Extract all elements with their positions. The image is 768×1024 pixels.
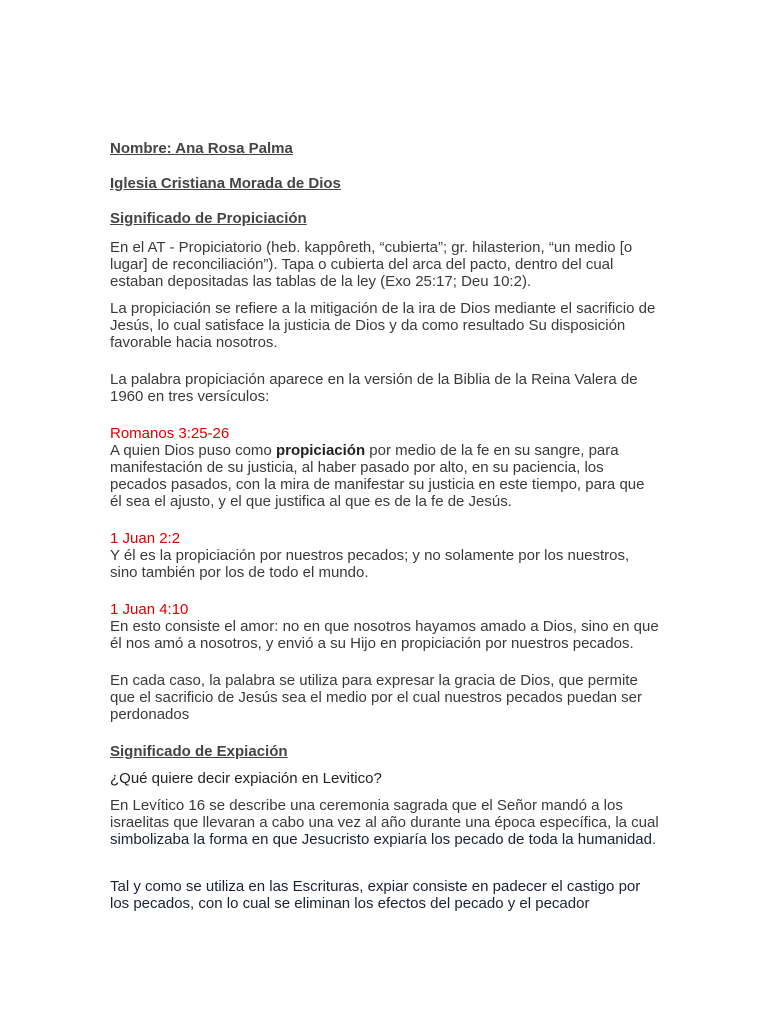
verse-text-post: por medio de la fe en su sangre, para manifestación de su justicia, al haber pasado por alto, en su paciencia, los pecados pasados, con la mira de manifestar su justicia en este tiempo, para que él sea el ajusto, y el que justifica al que es de la fe de Jesús. [110, 442, 645, 510]
levitico-text-pre: En Levítico 16 se describe una ceremonia sagrada que el Señor mandó a los israelitas que llevaran a cabo una vez al año durante una época específica, la cual [110, 797, 659, 831]
verse-text: En esto consiste el amor: no en que nosotros hayamos amado a Dios, sino en que él nos amó a nosotros, y envió a su Hijo en propiciación por nuestros pecados. [110, 618, 659, 652]
verse-text-pre: A quien Dios puso como [110, 442, 276, 459]
paragraph-versions: La palabra propiciación aparece en la versión de la Biblia de la Reina Valera de 1960 en tres versículos: [110, 371, 638, 405]
name-line: Nombre: Ana Rosa Palma [110, 140, 293, 157]
verse-reference: 1 Juan 4:10 [110, 601, 189, 618]
levitico-text-post: . [652, 831, 657, 848]
paragraph-at: En el AT - Propiciatorio (heb. kappôreth, “cubierta”; gr. hilasterion, “un medio [o lugar] de reconciliación”). Tapa o cubierta del arca del pacto, dentro del cual estaban depositadas las tablas de la ley (Exo 25:17; Deu 10:2). [110, 239, 633, 290]
paragraph-expiar: Tal y como se utiliza en las Escrituras, expiar consiste en padecer el castigo por los pecados, con lo cual se eliminan los efectos del pecado y el pecador [110, 878, 641, 912]
verse-block-juan-4 [110, 601, 660, 652]
verse-block-juan-2 [110, 530, 660, 581]
question-line: ¿Qué quiere decir expiación en Levitico? [110, 770, 382, 787]
verse-text: Y él es la propiciación por nuestros pecados; y no solamente por los nuestros, sino también por los de todo el mundo. [110, 547, 630, 581]
paragraph-levitico [110, 797, 660, 848]
church-line: Iglesia Cristiana Morada de Dios [110, 175, 341, 192]
verse-reference: Romanos 3:25-26 [110, 425, 230, 442]
document-body [110, 140, 660, 922]
heading-propiciacion: Significado de Propiciación [110, 210, 307, 227]
paragraph-definition: La propiciación se refiere a la mitigación de la ira de Dios mediante el sacrificio de Jesús, lo cual satisface la justicia de Dios y da como resultado Su disposición favorable hacia nosotros. [110, 300, 656, 351]
paragraph-grace: En cada caso, la palabra se utiliza para expresar la gracia de Dios, que permite que el sacrificio de Jesús sea el medio por el cual nuestros pecados puedan ser perdonados [110, 672, 642, 723]
verse-reference: 1 Juan 2:2 [110, 530, 181, 547]
verse-block-romanos [110, 425, 660, 510]
verse-keyword: propiciación [275, 442, 366, 459]
heading-expiacion: Significado de Expiación [110, 743, 288, 760]
levitico-text-highlight: simbolizaba la forma en que Jesucristo expiaría los pecado de toda la humanidad [110, 831, 652, 848]
